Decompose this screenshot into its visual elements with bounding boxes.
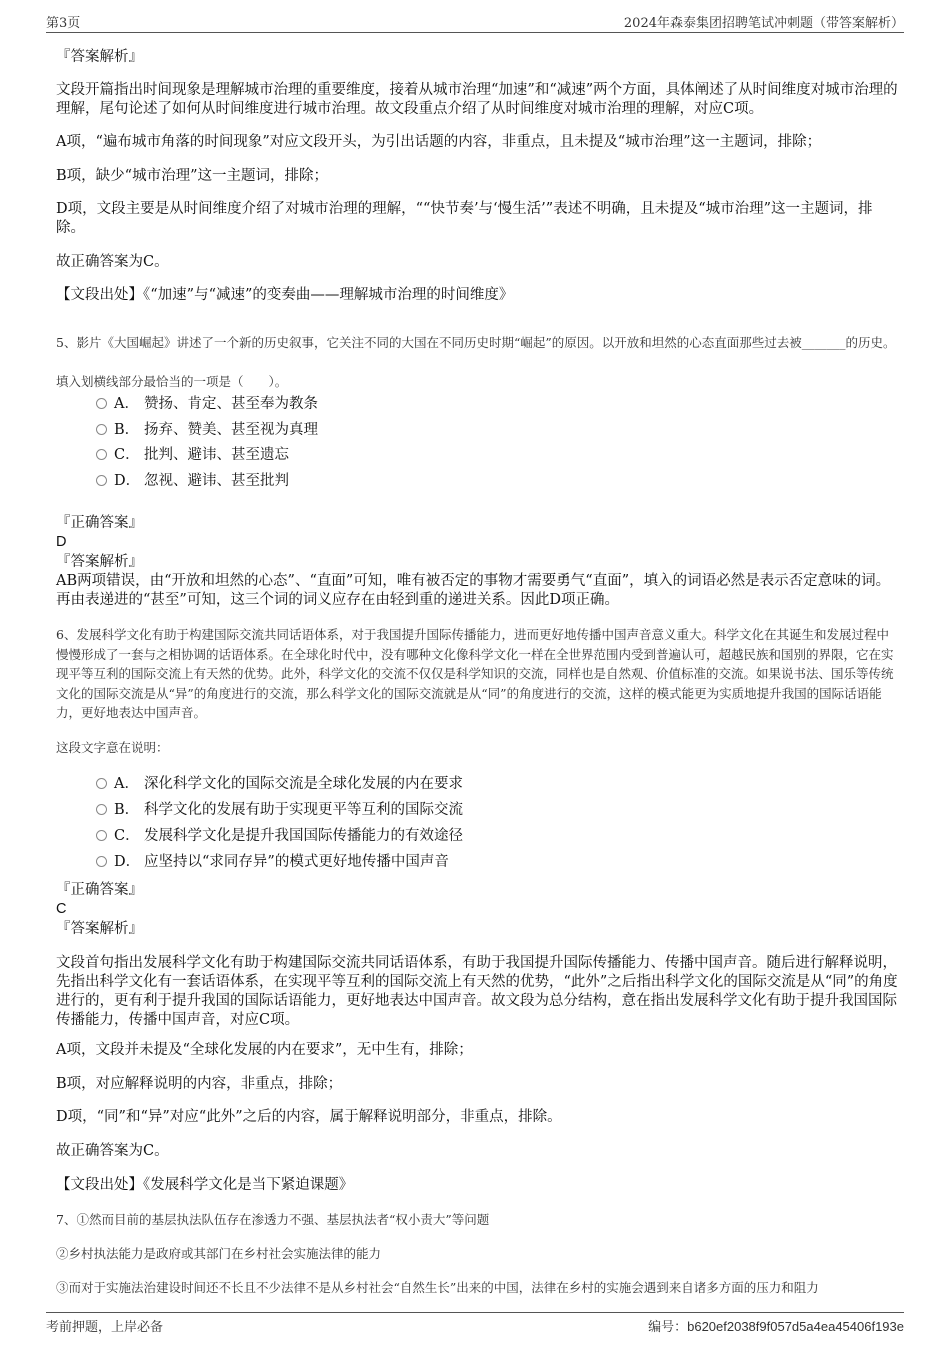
prev-analysis-p1: 文段开篇指出时间现象是理解城市治理的重要维度，接着从城市治理“加速”和“减速”两个方面，具体阐述了从时间维度对城市治理的理解，尾句论述了如何从时间维度进行城市治理。故文段重点介绍了从时间维度对城市治理的理解，对应C项。 [56,82,898,117]
q5-prompt: 填入划横线部分最恰当的一项是（ ）。 [56,374,288,389]
q6-analysis-p1: 文段首句指出发展科学文化有助于构建国际交流共同话语体系，有助于我国提升国际传播能力、传播中国声音。随后进行解释说明，先指出科学文化有一套话语体系，在实现平等互利的国际交流上有天然的优势，“此外”之后指出科学文化的国际交流是从“同”的角度进行的，更有利于提升我国的国际话语能力，更好地表达中国声音。故文段为总分结构，意在指出发展科学文化有助于提升我国国际传播能力，传播中国声音，对应C项。 [56,955,898,1028]
q6-option-a[interactable]: A． 深化科学文化的国际交流是全球化发展的内在要求 [96,775,463,794]
page-header [46,10,904,33]
q6-analysis-p4: D项，“同”和“异”对应“此外”之后的内容，属于解释说明部分，非重点，排除。 [56,1109,562,1125]
q5-analysis-label: 『答案解析』 [56,554,143,570]
q6-stem: 6、发展科学文化有助于构建国际交流共同话语体系，对于我国提升国际传播能力，进而更好地传播中国声音意义重大。科学文化在其诞生和发展过程中慢慢形成了一套与之相协调的话语体系。在全球化时代中，没有哪种文化像科学文化一样在全世界范围内受到普遍认可，超越民族和国别的界限，它在实现平等互利的国际交流上有天然的优势。此外，科学文化的交流不仅仅是科学知识的交流，同样也是自然观、价值标准的交流。如果说书法、国乐等传统文化的国际交流是从“异”的角度进行的交流，那么科学文化的国际交流就是从“同”的角度进行的交流，这样的模式能更为实质地提升我国的国际话语能力，更好地表达中国声音。 [56,627,894,720]
footer-slogan: 考前押题，上岸必备 [46,1320,164,1335]
page-number: 第3页 [46,16,81,31]
q6-source: 【文段出处】《发展科学文化是当下紧迫课题》 [56,1177,354,1193]
prev-analysis-p3: B项，缺少“城市治理”这一主题词，排除； [56,168,328,184]
radio-icon[interactable] [96,449,107,460]
q5-answer-label: 『正确答案』 [56,515,143,531]
q6-prompt: 这段文字意在说明： [56,740,169,755]
q7-sentence-2: ②乡村执法能力是政府或其部门在乡村社会实施法律的能力 [56,1246,382,1261]
q6-analysis-p3: B项，对应解释说明的内容，非重点，排除； [56,1076,343,1092]
q5-option-c[interactable]: C． 批判、避讳、甚至遗忘 [96,446,289,465]
prev-analysis-p4: D项，文段主要是从时间维度介绍了对城市治理的理解，““快节奏’与‘慢生活’”表述不明确，且未提及“城市治理”这一主题词，排除。 [56,201,873,236]
q5-option-b[interactable]: B． 扬弃、赞美、甚至视为真理 [96,421,318,440]
q6-option-d[interactable]: D． 应坚持以“求同存异”的模式更好地传播中国声音 [96,853,449,872]
q5-answer: D [56,534,67,550]
q5-option-d[interactable]: D． 忽视、避讳、甚至批判 [96,472,289,491]
q6-conclusion: 故正确答案为C。 [56,1143,169,1159]
radio-icon[interactable] [96,856,107,867]
prev-source: 【文段出处】《“加速”与“减速”的变奏曲——理解城市治理的时间维度》 [56,287,514,303]
radio-icon[interactable] [96,398,107,409]
prev-conclusion: 故正确答案为C。 [56,254,169,270]
q6-answer: C [56,901,67,917]
document-title: 2024年森泰集团招聘笔试冲刺题（带答案解析） [623,16,904,31]
q6-option-b[interactable]: B． 科学文化的发展有助于实现更平等互利的国际交流 [96,801,463,820]
q6-analysis-label: 『答案解析』 [56,921,143,937]
document-code: 编号：b620ef2038f9f057d5a4ea45406f193e [648,1319,904,1334]
q7-sentence-1: 7、①然而目前的基层执法队伍存在渗透力不强、基层执法者“权小责大”等问题 [56,1212,490,1227]
q5-analysis: AB两项错误，由“开放和坦然的心态”、“直面”可知，唯有被否定的事物才需要勇气“直面”，填入的词语必然是表示否定意味的词。再由表递进的“甚至”可知，这三个词的词义应存在由轻到重的递进关系。因此D项正确。 [56,573,891,608]
q5-stem: 5、影片《大国崛起》讲述了一个新的历史叙事，它关注不同的大国在不同历史时期“崛起”的原因。以开放和坦然的心态直面那些过去被_______的历史。 [56,335,896,350]
q7-sentence-3: ③而对于实施法治建设时间还不长且不少法律不是从乡村社会“自然生长”出来的中国，法律在乡村的实施会遇到来自诸多方面的压力和阻力 [56,1280,819,1295]
q6-option-c[interactable]: C． 发展科学文化是提升我国国际传播能力的有效途径 [96,827,463,846]
radio-icon[interactable] [96,475,107,486]
radio-icon[interactable] [96,830,107,841]
q6-analysis-p2: A项，文段并未提及“全球化发展的内在要求”，无中生有，排除； [56,1042,473,1058]
radio-icon[interactable] [96,424,107,435]
prev-analysis-label: 『答案解析』 [56,49,143,65]
radio-icon[interactable] [96,804,107,815]
radio-icon[interactable] [96,778,107,789]
page-footer [46,1312,904,1335]
q5-option-a[interactable]: A． 赞扬、肯定、甚至奉为教条 [96,395,318,414]
prev-analysis-p2: A项，“遍布城市角落的时间现象”对应文段开头，为引出话题的内容，非重点，且未提及“城市治理”这一主题词，排除； [56,134,822,150]
q6-answer-label: 『正确答案』 [56,882,143,898]
